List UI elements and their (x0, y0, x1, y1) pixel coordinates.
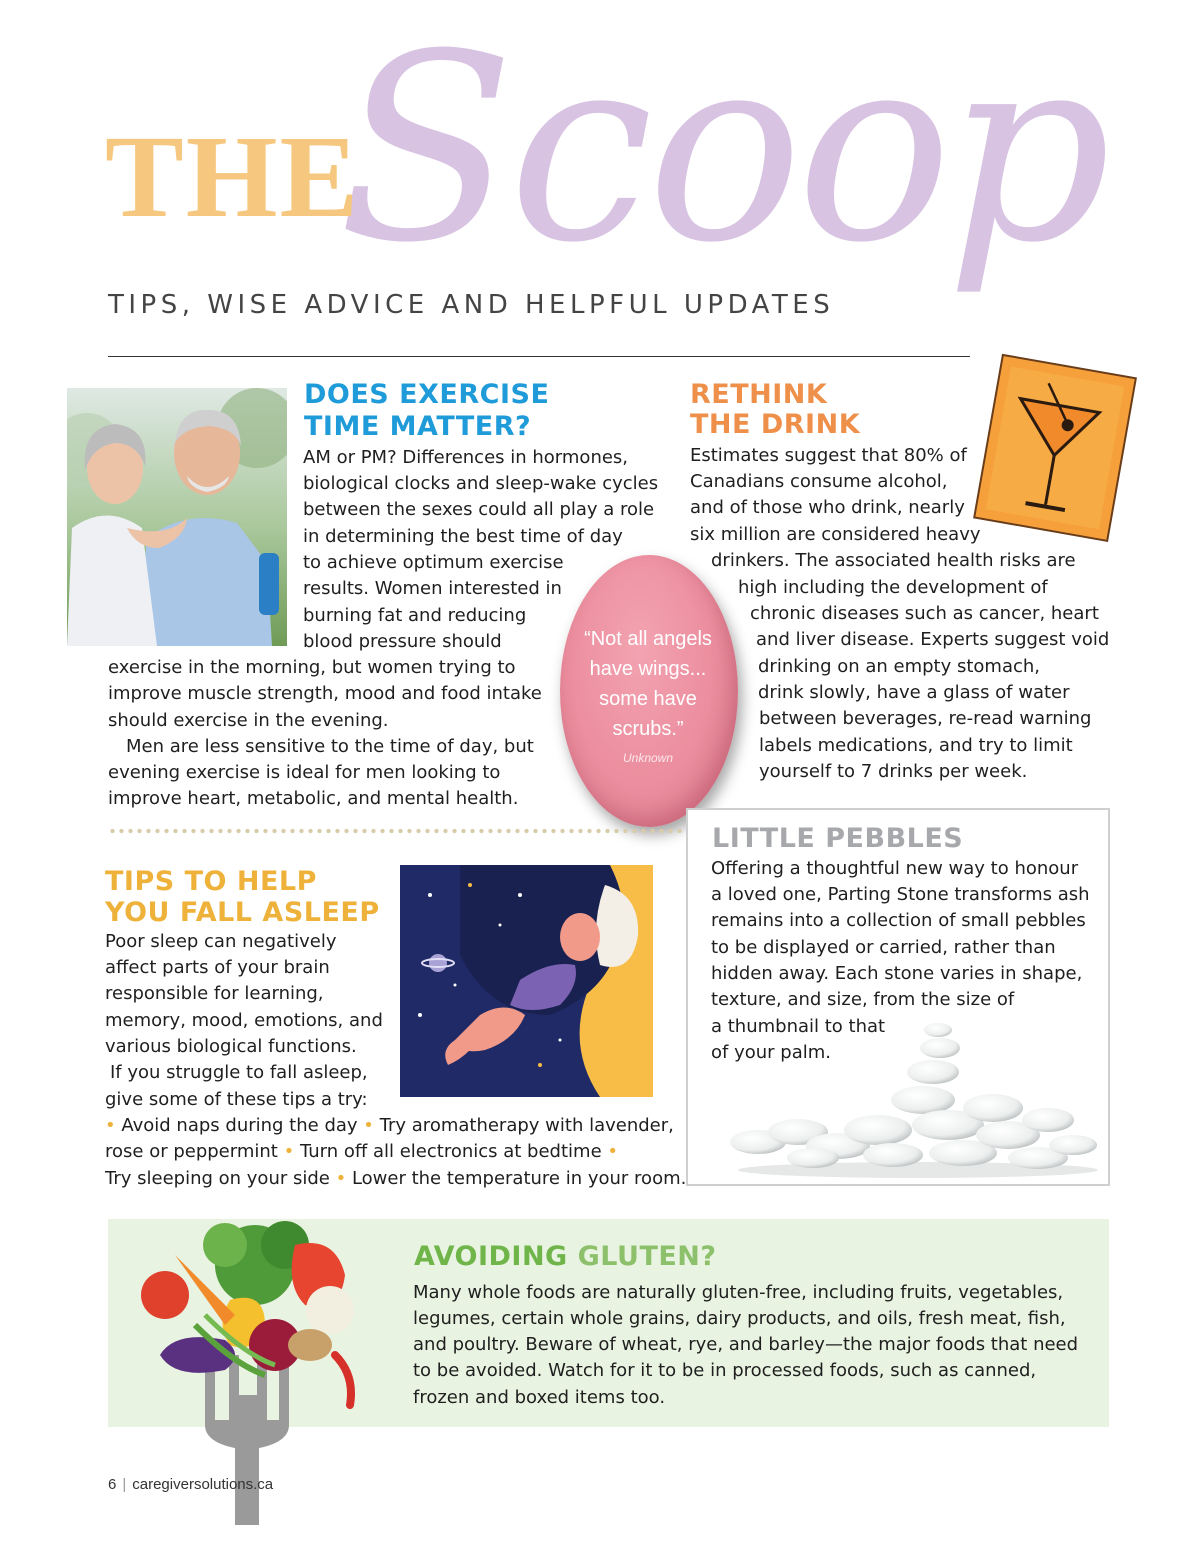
drink-line: six million are considered heavy (690, 524, 981, 545)
couple-photo (67, 388, 287, 646)
gluten-line: legumes, certain whole grains, dairy products, and oils, fresh meat, fish, (413, 1308, 1066, 1329)
bullet-icon: • (335, 1168, 347, 1189)
gluten-line: to be avoided. Watch for it to be in processed foods, such as canned, (413, 1360, 1037, 1381)
pebbles-photo (718, 1020, 1104, 1180)
sleep-tips-line (105, 1113, 674, 1139)
masthead-scoop: Scoop (338, 0, 1106, 299)
sleep-tip: Try sleeping on your side (105, 1168, 330, 1189)
sleep-tip: Try aromatherapy with lavender, (379, 1115, 674, 1136)
gluten-heading (414, 1241, 717, 1273)
pebbles-heading-word2: PEBBLES (825, 823, 964, 854)
exercise-line: blood pressure should (303, 631, 502, 652)
exercise-line: AM or PM? Differences in hormones, (303, 447, 629, 468)
sleep-tip: rose or peppermint (105, 1141, 278, 1162)
header-rule (108, 356, 970, 357)
dotted-divider (108, 828, 686, 834)
sleep-line: affect parts of your brain (105, 957, 330, 978)
drink-line: chronic diseases such as cancer, heart (750, 603, 1099, 624)
sleep-line: responsible for learning, (105, 983, 324, 1004)
exercise-line: in determining the best time of day (303, 526, 623, 547)
exercise-heading-line2: TIME MATTER? (304, 411, 532, 442)
bullet-icon: • (283, 1141, 295, 1162)
footer-separator: | (122, 1476, 127, 1493)
sleep-line: various biological functions. (105, 1036, 357, 1057)
quote-line: scrubs.” (612, 718, 684, 740)
bullet-icon: • (607, 1141, 618, 1162)
page-footer (108, 1476, 273, 1493)
page-number: 6 (108, 1476, 117, 1493)
drink-line: and liver disease. Experts suggest void (756, 629, 1110, 650)
drink-line: labels medications, and try to limit (759, 735, 1073, 756)
exercise-line: results. Women interested in (303, 578, 562, 599)
pebbles-line: texture, and size, from the size of (711, 989, 1015, 1010)
pebbles-line: a loved one, Parting Stone transforms ash (711, 884, 1090, 905)
drink-line: between beverages, re-read warning (759, 708, 1092, 729)
gluten-line: Many whole foods are naturally gluten-free, including fruits, vegetables, (413, 1282, 1064, 1303)
sleep-line: give some of these tips a try: (105, 1089, 368, 1110)
exercise-line: evening exercise is ideal for men looking to (108, 762, 501, 783)
sleep-tips-line (105, 1166, 686, 1192)
sleep-line: If you struggle to fall asleep, (110, 1062, 368, 1083)
quote-line: have wings... (589, 658, 707, 680)
sleep-heading-line1: TIPS TO HELP (105, 866, 317, 897)
pebbles-heading-word1: LITTLE (712, 823, 816, 854)
exercise-line: improve muscle strength, mood and food intake (108, 683, 542, 704)
sleep-tip: Turn off all electronics at bedtime (299, 1141, 602, 1162)
pebbles-line: hidden away. Each stone varies in shape, (711, 963, 1083, 984)
cocktail-icon (968, 345, 1138, 545)
pebbles-line: a thumbnail to that (711, 1016, 886, 1037)
exercise-line: exercise in the morning, but women trying to (108, 657, 516, 678)
exercise-line: to achieve optimum exercise (303, 552, 564, 573)
masthead-tagline: TIPS, WISE ADVICE AND HELPFUL UPDATES (108, 290, 835, 320)
bullet-icon: • (105, 1115, 116, 1136)
quote-line: some have (599, 688, 697, 710)
gluten-heading-word1: AVOIDING (414, 1241, 568, 1272)
drink-line: high including the development of (738, 577, 1048, 598)
exercise-heading-line1: DOES EXERCISE (304, 379, 550, 410)
sleep-tip: Lower the temperature in your room. (351, 1168, 687, 1189)
bullet-icon: • (363, 1115, 374, 1136)
quote-author: Unknown (622, 751, 674, 765)
quote-text (572, 624, 724, 744)
sleep-line: Poor sleep can negatively (105, 931, 337, 952)
exercise-line: improve heart, metabolic, and mental health. (108, 788, 519, 809)
quote-line: “Not all angels (584, 628, 712, 650)
pebbles-line: remains into a collection of small pebbles (711, 910, 1086, 931)
exercise-line: should exercise in the evening. (108, 710, 389, 731)
gluten-heading-word2: GLUTEN? (577, 1241, 717, 1272)
drink-line: drinkers. The associated health risks are (711, 550, 1076, 571)
pebbles-line: Offering a thoughtful new way to honour (711, 858, 1079, 879)
drink-line: drink slowly, have a glass of water (758, 682, 1070, 703)
sleep-line: memory, mood, emotions, and (105, 1010, 383, 1031)
exercise-line: Men are less sensitive to the time of day, but (126, 736, 534, 757)
drink-line: and of those who drink, nearly (690, 497, 965, 518)
drink-heading-line1: RETHINK (690, 379, 828, 410)
exercise-line: burning fat and reducing (303, 605, 527, 626)
pebbles-heading (712, 823, 963, 855)
drink-line: Estimates suggest that 80% of (690, 445, 967, 466)
gluten-line: frozen and boxed items too. (413, 1387, 666, 1408)
sleep-tip: Avoid naps during the day (121, 1115, 358, 1136)
drink-line: yourself to 7 drinks per week. (759, 761, 1028, 782)
pebbles-line: to be displayed or carried, rather than (711, 937, 1056, 958)
footer-site-link[interactable]: caregiversolutions.ca (132, 1476, 274, 1493)
pebbles-line: of your palm. (711, 1042, 831, 1063)
exercise-line: between the sexes could all play a role (303, 499, 655, 520)
gluten-line: and poultry. Beware of wheat, rye, and barley—the major foods that need (413, 1334, 1079, 1355)
drink-heading-line2: THE DRINK (690, 409, 861, 440)
sleep-tips-line (105, 1139, 618, 1165)
masthead-the: THE (105, 111, 361, 242)
sleep-heading-line2: YOU FALL ASLEEP (105, 897, 380, 928)
sleeping-woman-illustration (400, 865, 653, 1097)
drink-line: Canadians consume alcohol, (690, 471, 948, 492)
drink-line: drinking on an empty stomach, (758, 656, 1041, 677)
exercise-line: biological clocks and sleep-wake cycles (303, 473, 659, 494)
